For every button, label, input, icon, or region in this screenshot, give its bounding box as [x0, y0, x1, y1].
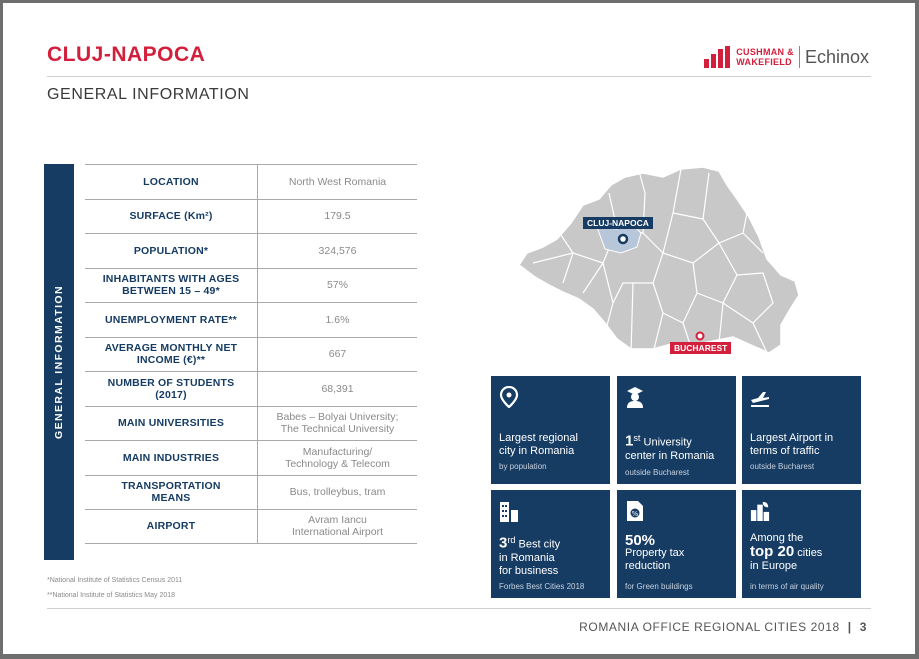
fact-tile-line: in Romania	[499, 551, 555, 564]
bucharest-map-label: BUCHAREST	[670, 342, 731, 354]
fact-tile-figure: 50%	[625, 532, 656, 549]
info-row-value: Avram Iancu International Airport	[257, 510, 417, 543]
romania-outline	[519, 167, 799, 353]
info-row-label: POPULATION*	[133, 244, 209, 257]
fact-tile-line: in Europe	[750, 560, 798, 572]
fact-tile-text	[499, 534, 560, 578]
romania-map-shape	[513, 163, 803, 373]
airplane-icon	[750, 386, 770, 408]
fact-tile-regional-city	[491, 376, 610, 484]
fact-tile-figure: top 20	[750, 543, 795, 560]
fact-tiles	[491, 376, 861, 598]
fact-tile-text	[499, 432, 578, 458]
cluj-napoca-marker-icon	[619, 235, 627, 243]
fact-tile-figure: 1	[625, 432, 634, 450]
info-row-label: UNEMPLOYMENT RATE**	[105, 313, 237, 326]
fact-tile-line: Largest regional	[499, 432, 578, 444]
page-number: 3	[859, 620, 867, 634]
brand-divider	[799, 46, 800, 68]
brand-name-line2: WAKEFIELD	[736, 57, 792, 67]
brand-logo	[704, 46, 869, 68]
page-title: CLUJ-NAPOCA	[47, 43, 206, 66]
svg-text:%: %	[631, 510, 639, 518]
info-row-value: 1.6%	[257, 303, 417, 337]
romania-map	[513, 163, 803, 373]
info-table-row	[85, 302, 417, 337]
graduate-icon	[625, 386, 645, 408]
fact-tile-line	[499, 534, 560, 552]
fact-tile-air-quality	[742, 490, 861, 598]
info-row-value: Babes – Bolyai University; The Technical University	[257, 407, 417, 441]
info-table-row	[85, 440, 417, 475]
info-table-row	[85, 406, 417, 441]
footer-separator: |	[847, 620, 852, 634]
fact-tile-line: for business	[499, 564, 559, 577]
fact-tile-line: reduction	[625, 560, 671, 572]
info-table-row	[85, 509, 417, 544]
fact-tile-line-text: cities	[794, 547, 823, 559]
report-name: ROMANIA OFFICE REGIONAL CITIES 2018	[579, 620, 840, 634]
fact-tile-property-tax	[617, 490, 736, 598]
fact-tile-text	[625, 534, 684, 573]
info-row-value: 57%	[257, 269, 417, 303]
fact-tile-line	[625, 432, 714, 450]
info-table-row	[85, 199, 417, 234]
side-bar-label: GENERAL INFORMATION	[53, 285, 65, 439]
fact-tile-source: in terms of air quality	[750, 582, 824, 591]
info-row-label: LOCATION	[143, 175, 199, 188]
footer-divider	[47, 608, 871, 609]
info-row-label: MAIN UNIVERSITIES	[117, 417, 225, 430]
info-table-row	[85, 268, 417, 303]
footnote: **National Institute of Statistics May 2018	[47, 592, 176, 599]
info-row-label: AIRPORT	[146, 520, 196, 533]
section-side-bar	[44, 164, 74, 560]
report-page	[3, 3, 915, 654]
fact-tile-line: center in Romania	[625, 449, 715, 462]
section-subtitle: GENERAL INFORMATION	[47, 86, 250, 103]
fact-tile-source: for Green buildings	[625, 582, 693, 591]
fact-tile-line-text: University	[640, 436, 692, 449]
footnotes	[47, 573, 182, 603]
info-row-value: 179.5	[257, 200, 417, 234]
fact-tile-best-city	[491, 490, 610, 598]
brand-name-line1: CUSHMAN &	[736, 47, 794, 57]
info-row-value: 324,576	[257, 234, 417, 268]
tax-document-icon	[625, 500, 645, 522]
info-row-value: Manufacturing/ Technology & Telecom	[257, 441, 417, 475]
fact-tile-text	[750, 532, 822, 573]
info-row-label: AVERAGE MONTHLY NET INCOME (€)**	[104, 342, 238, 367]
city-buildings-icon	[499, 500, 519, 522]
fact-tile-line: Largest Airport in	[750, 432, 834, 444]
info-row-label: TRANSPORTATION MEANS	[121, 480, 221, 505]
fact-tile-ordinal: rd	[507, 535, 516, 545]
info-row-value: 667	[257, 338, 417, 372]
fact-tile-source: outside Bucharest	[625, 468, 690, 477]
info-row-label: SURFACE (Km²)	[129, 210, 213, 223]
brand-name	[736, 47, 794, 67]
info-row-value: 68,391	[257, 372, 417, 406]
map-pin-icon	[499, 386, 519, 408]
fact-tile-source: outside Bucharest	[750, 462, 815, 471]
fact-tile-university-center	[617, 376, 736, 484]
fact-tile-source: by population	[499, 462, 547, 471]
info-table-row	[85, 371, 417, 406]
fact-tile-text	[750, 432, 833, 458]
fact-tile-line: terms of traffic	[750, 445, 820, 457]
fact-tile-figure: 3	[499, 534, 508, 552]
info-table-row	[85, 164, 417, 199]
fact-tile-ordinal: st	[633, 433, 641, 443]
fact-tile-text	[625, 432, 714, 463]
footnote: *National Institute of Statistics Census 2011	[47, 577, 183, 584]
fact-tile-line-text: Best city	[515, 538, 561, 551]
brand-subname: Echinox	[804, 46, 869, 67]
fact-tile-line: city in Romania	[499, 445, 575, 457]
fact-tile-line: Among the	[750, 532, 804, 544]
cushman-wakefield-mark-icon	[704, 46, 730, 68]
info-row-label: MAIN INDUSTRIES	[122, 451, 220, 464]
general-info-table	[85, 164, 417, 544]
bucharest-marker-icon	[697, 333, 704, 340]
info-table-row	[85, 233, 417, 268]
info-row-label: INHABITANTS WITH AGES BETWEEN 15 – 49*	[102, 273, 240, 298]
info-table-row	[85, 337, 417, 372]
fact-tile-source: Forbes Best Cities 2018	[499, 582, 585, 591]
fact-tile-line: Property tax	[625, 547, 685, 559]
fact-tile-airport	[742, 376, 861, 484]
green-building-icon	[750, 500, 770, 522]
header-divider	[47, 76, 871, 77]
cluj-napoca-map-label: CLUJ-NAPOCA	[583, 217, 653, 229]
info-row-value: Bus, trolleybus, tram	[257, 476, 417, 510]
info-row-label: NUMBER OF STUDENTS (2017)	[107, 376, 235, 401]
page-footer	[579, 620, 867, 634]
info-row-value: North West Romania	[257, 165, 417, 199]
info-table-row	[85, 475, 417, 510]
fact-tile-line	[750, 545, 822, 560]
